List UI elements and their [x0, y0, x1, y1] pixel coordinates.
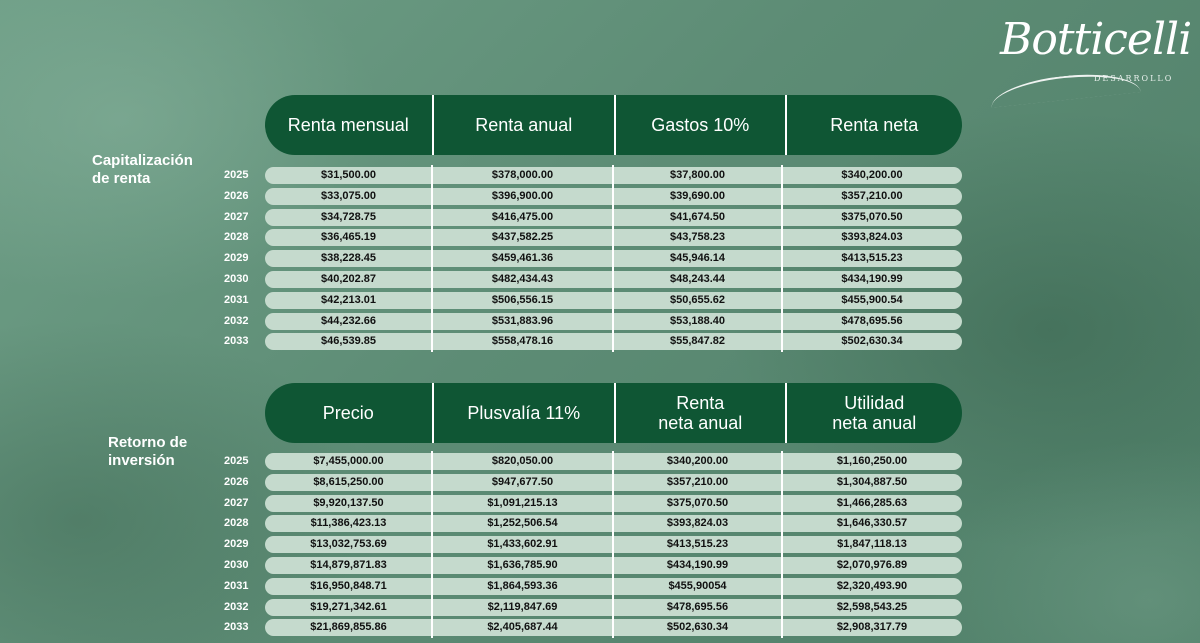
table-cell: $478,695.56: [666, 600, 729, 613]
table-cell: $531,883.96: [491, 314, 554, 327]
column-divider: [431, 165, 433, 352]
section-title-line: Capitalización: [92, 152, 193, 169]
table-cell: $459,461.36: [491, 252, 554, 265]
table-cell: $478,695.56: [841, 314, 903, 327]
table-cell: $55,847.82: [669, 335, 726, 348]
column-header: Utilidad neta anual: [785, 383, 962, 443]
table-cell: $38,228.45: [320, 252, 377, 265]
column-divider: [612, 165, 614, 352]
table-cell: $44,232.66: [320, 314, 377, 327]
table-row: [224, 472, 962, 493]
table-cell: $820,050.00: [491, 455, 554, 467]
row-year: 2027: [224, 496, 249, 509]
table-cell: $46,539.85: [320, 335, 377, 348]
column-divider: [781, 165, 783, 352]
table-row: [224, 597, 962, 618]
table-cell: $947,677.50: [491, 475, 554, 488]
row-year: 2033: [224, 335, 249, 348]
table-cell: $21,869,855.86: [310, 621, 387, 634]
table-cell: $378,000.00: [491, 169, 554, 181]
table-cell: $13,032,753.69: [310, 538, 387, 551]
table-cell: $37,800.00: [669, 169, 726, 181]
table-cell: $357,210.00: [841, 189, 903, 202]
table-cell: $1,304,887.50: [836, 475, 908, 488]
row-year: 2028: [224, 231, 249, 244]
table-cell: $9,920,137.50: [313, 496, 384, 509]
row-year: 2029: [224, 538, 249, 551]
column-divider: [612, 451, 614, 638]
section-title-line: Retorno de: [108, 434, 188, 451]
row-year: 2026: [224, 475, 249, 488]
table-row: [224, 186, 962, 207]
table-cell: $1,636,785.90: [487, 558, 558, 571]
table-cell: $1,091,215.13: [487, 496, 558, 509]
table-header-capitalizacion: [265, 95, 962, 155]
table-row: [224, 555, 962, 576]
row-year: 2025: [224, 455, 249, 467]
column-header: Precio: [322, 403, 374, 423]
row-year: 2025: [224, 169, 249, 181]
brand-name: Botticelli: [1000, 14, 1192, 65]
column-header: Renta mensual: [287, 115, 409, 135]
table-header-retorno: [265, 383, 962, 443]
table-cell: $7,455,000.00: [313, 455, 384, 467]
table-cell: $482,434.43: [491, 272, 554, 285]
section-title-capitalizacion: [92, 152, 222, 188]
table-row: [224, 290, 962, 311]
row-year: 2031: [224, 293, 249, 306]
table-cell: $434,190.99: [841, 272, 903, 285]
table-row: [224, 534, 962, 555]
table-body-capitalizacion: [224, 165, 962, 352]
table-cell: $8,615,250.00: [313, 475, 384, 488]
table-cell: $558,478.16: [491, 335, 554, 348]
brand-logo: [990, 14, 1190, 100]
table-cell: $357,210.00: [666, 475, 729, 488]
table-cell: $43,758.23: [669, 231, 726, 244]
table-cell: $455,900.54: [841, 293, 903, 306]
table-cell: $2,070,976.89: [836, 558, 908, 571]
table-cell: $1,466,285.63: [836, 496, 908, 509]
table-cell: $502,630.34: [666, 621, 729, 634]
section-title-line: de renta: [92, 170, 151, 187]
row-year: 2031: [224, 579, 249, 592]
table-cell: $41,674.50: [669, 210, 726, 223]
table-cell: $2,908,317.79: [836, 621, 908, 634]
table-cell: $40,202.87: [320, 272, 377, 285]
table-cell: $455,90054: [668, 579, 727, 592]
table-cell: $34,728.75: [320, 210, 377, 223]
column-header: Renta neta: [785, 95, 962, 155]
table-cell: $506,556.15: [491, 293, 554, 306]
table-cell: $393,824.03: [666, 517, 729, 530]
table-row: [224, 331, 962, 352]
table-cell: $1,864,593.36: [487, 579, 558, 592]
table-row: [224, 451, 962, 472]
table-cell: $36,465.19: [320, 231, 377, 244]
table-cell: $39,690.00: [669, 189, 726, 202]
table-cell: $1,847,118.13: [837, 538, 907, 551]
column-header: Gastos 10%: [614, 95, 785, 155]
table-cell: $340,200.00: [841, 169, 903, 181]
table-row: [224, 227, 962, 248]
table-cell: $50,655.62: [669, 293, 726, 306]
table-cell: $53,188.40: [669, 314, 726, 327]
table-cell: $2,119,847.69: [487, 600, 558, 613]
table-cell: $502,630.34: [841, 335, 903, 348]
table-row: [224, 311, 962, 332]
table-cell: $11,386,423.13: [310, 517, 387, 530]
column-divider: [781, 451, 783, 638]
table-cell: $2,598,543.25: [836, 600, 908, 613]
table-cell: $2,405,687.44: [487, 621, 558, 634]
table-cell: $437,582.25: [491, 231, 554, 244]
table-cell: $33,075.00: [320, 189, 377, 202]
table-cell: $42,213.01: [320, 293, 377, 306]
row-year: 2032: [224, 314, 249, 327]
table-cell: $416,475.00: [491, 210, 554, 223]
table-cell: $396,900.00: [491, 189, 554, 202]
table-cell: $375,070.50: [841, 210, 903, 223]
brand-subtitle: DESARROLLO: [1094, 74, 1174, 83]
table-cell: $31,500.00: [320, 169, 377, 181]
table-row: [224, 207, 962, 228]
row-year: 2026: [224, 189, 249, 202]
table-row: [224, 493, 962, 514]
table-row: [224, 576, 962, 597]
table-cell: $1,252,506.54: [487, 517, 558, 530]
table-cell: $413,515.23: [666, 538, 729, 551]
table-row: [224, 617, 962, 638]
row-year: 2029: [224, 252, 249, 265]
table-body-retorno: [224, 451, 962, 638]
column-header: Renta anual: [432, 95, 614, 155]
table-cell: $1,160,250.00: [836, 455, 908, 467]
table-cell: $14,879,871.83: [310, 558, 387, 571]
row-year: 2033: [224, 621, 249, 634]
table-cell: $48,243.44: [669, 272, 726, 285]
table-cell: $393,824.03: [841, 231, 903, 244]
table-cell: $1,646,330.57: [836, 517, 908, 530]
table-row: [224, 165, 962, 186]
table-row: [224, 513, 962, 534]
section-title-retorno: [108, 434, 238, 470]
table-cell: $45,946.14: [669, 252, 726, 265]
column-header: Renta neta anual: [614, 383, 785, 443]
table-cell: $16,950,848.71: [310, 579, 387, 592]
row-year: 2030: [224, 272, 249, 285]
table-cell: $340,200.00: [666, 455, 729, 467]
table-cell: $375,070.50: [666, 496, 729, 509]
table-cell: $413,515.23: [841, 252, 903, 265]
column-divider: [431, 451, 433, 638]
table-row: [224, 248, 962, 269]
table-cell: $2,320,493.90: [836, 579, 908, 592]
section-title-line: inversión: [108, 452, 175, 469]
row-year: 2028: [224, 517, 249, 530]
table-cell: $434,190.99: [666, 558, 729, 571]
row-year: 2032: [224, 600, 249, 613]
table-cell: $19,271,342.61: [310, 600, 387, 613]
row-year: 2030: [224, 558, 249, 571]
table-cell: $1,433,602.91: [487, 538, 558, 551]
table-row: [224, 269, 962, 290]
row-year: 2027: [224, 210, 249, 223]
column-header: Plusvalía 11%: [432, 383, 614, 443]
